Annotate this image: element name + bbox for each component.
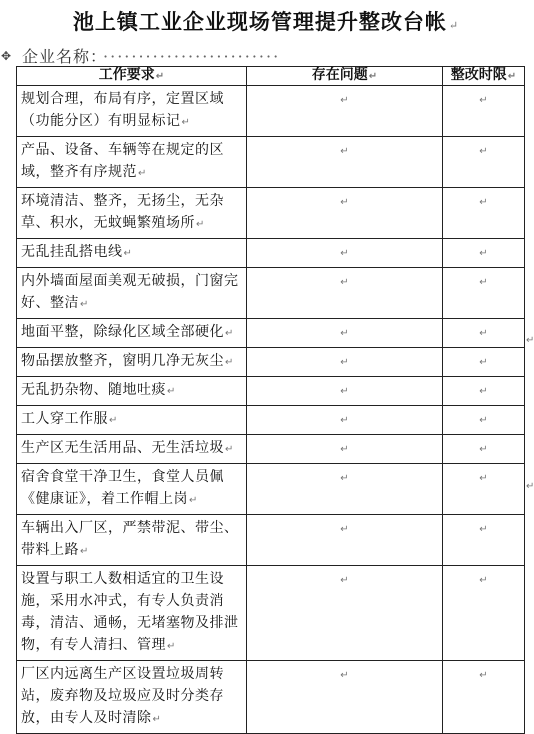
header-deadline[interactable] bbox=[443, 67, 525, 86]
requirement-cell[interactable] bbox=[17, 137, 247, 188]
cell-end-mark-icon: ↵ bbox=[340, 357, 349, 368]
issue-cell[interactable] bbox=[247, 137, 443, 188]
table-row bbox=[17, 137, 525, 188]
cell-end-mark-icon: ↵ bbox=[479, 197, 488, 208]
cell-end-mark-icon: ↵ bbox=[340, 277, 349, 288]
requirement-cell[interactable] bbox=[17, 239, 247, 268]
header-requirement[interactable] bbox=[17, 67, 247, 86]
requirement-cell[interactable] bbox=[17, 464, 247, 515]
cell-end-mark-icon: ↵ bbox=[479, 670, 488, 681]
cell-end-mark-icon: ↵ bbox=[340, 248, 349, 259]
table-row bbox=[17, 464, 525, 515]
requirement-text: 产品、设备、车辆等在规定的区域，整齐有序规范 bbox=[21, 142, 224, 180]
cell-end-mark-icon: ↵ bbox=[340, 95, 349, 106]
table-row bbox=[17, 406, 525, 435]
deadline-cell[interactable] bbox=[443, 377, 525, 406]
cell-end-mark-icon: ↵ bbox=[340, 415, 349, 426]
deadline-cell[interactable] bbox=[443, 435, 525, 464]
issue-cell[interactable] bbox=[247, 86, 443, 137]
table-row bbox=[17, 435, 525, 464]
cell-end-mark-icon: ↵ bbox=[340, 524, 349, 535]
requirement-cell[interactable] bbox=[17, 566, 247, 661]
deadline-cell[interactable] bbox=[443, 86, 525, 137]
requirement-cell[interactable] bbox=[17, 268, 247, 319]
cell-end-mark-icon: ↵ bbox=[225, 328, 234, 339]
cell-end-mark-icon: ↵ bbox=[368, 71, 378, 82]
row-end-mark-icon: ↵ bbox=[526, 481, 534, 492]
cell-end-mark-icon: ↵ bbox=[479, 524, 488, 535]
cell-end-mark-icon: ↵ bbox=[167, 641, 176, 652]
cell-end-mark-icon: ↵ bbox=[152, 714, 162, 725]
issue-cell[interactable] bbox=[247, 515, 443, 566]
requirement-text: 厂区内远离生产区设置垃圾周转站，废弃物及垃圾应及时分类存放，由专人及时清除 bbox=[21, 666, 224, 726]
deadline-cell[interactable] bbox=[443, 566, 525, 661]
cell-end-mark-icon: ↵ bbox=[123, 248, 133, 259]
cell-end-mark-icon: ↵ bbox=[196, 219, 205, 230]
deadline-cell[interactable] bbox=[443, 188, 525, 239]
cell-end-mark-icon: ↵ bbox=[340, 146, 349, 157]
table-row bbox=[17, 239, 525, 268]
cell-end-mark-icon: ↵ bbox=[479, 146, 488, 157]
cell-end-mark-icon: ↵ bbox=[225, 444, 234, 455]
issue-cell[interactable] bbox=[247, 268, 443, 319]
requirement-text: 工人穿工作服 bbox=[21, 411, 108, 427]
deadline-cell[interactable] bbox=[443, 319, 525, 348]
requirement-cell[interactable] bbox=[17, 515, 247, 566]
table-row bbox=[17, 319, 525, 348]
cell-end-mark-icon: ↵ bbox=[479, 575, 488, 586]
requirement-cell[interactable] bbox=[17, 319, 247, 348]
requirement-text: 地面平整，除绿化区域全部硬化 bbox=[21, 324, 224, 340]
header-issue-text: 存在问题 bbox=[311, 67, 368, 83]
company-name-label: 企业名称： bbox=[22, 47, 100, 66]
cell-end-mark-icon: ↵ bbox=[479, 277, 488, 288]
cell-end-mark-icon: ↵ bbox=[167, 386, 176, 397]
requirement-text: 规划合理，布局有序，定置区域（功能分区）有明显标记 bbox=[21, 91, 224, 129]
deadline-cell[interactable] bbox=[443, 661, 525, 734]
requirement-cell[interactable] bbox=[17, 86, 247, 137]
cell-end-mark-icon: ↵ bbox=[479, 357, 488, 368]
issue-cell[interactable] bbox=[247, 188, 443, 239]
cell-end-mark-icon: ↵ bbox=[340, 473, 349, 484]
requirement-text: 车辆出入厂区，严禁带泥、带尘、带料上路 bbox=[21, 520, 239, 558]
deadline-cell[interactable] bbox=[443, 268, 525, 319]
requirement-cell[interactable] bbox=[17, 435, 247, 464]
table-body bbox=[17, 86, 525, 734]
requirement-cell[interactable] bbox=[17, 661, 247, 734]
requirement-text: 环境清洁、整齐，无扬尘，无杂草、积水，无蚊蝇繁殖场所 bbox=[21, 193, 224, 231]
deadline-cell[interactable] bbox=[443, 406, 525, 435]
requirement-text: 生产区无生活用品、无生活垃圾 bbox=[21, 440, 224, 456]
header-requirement-text: 工作要求 bbox=[98, 67, 155, 83]
header-deadline-text: 整改时限 bbox=[450, 67, 507, 83]
cell-end-mark-icon: ↵ bbox=[340, 575, 349, 586]
issue-cell[interactable] bbox=[247, 566, 443, 661]
requirement-text: 无乱扔杂物、随地吐痰 bbox=[21, 382, 166, 398]
requirement-text: 宿舍食堂干净卫生，食堂人员佩《健康证》，着工作帽上岗 bbox=[21, 469, 224, 507]
company-name-field[interactable]: ························· bbox=[103, 47, 281, 66]
cell-end-mark-icon: ↵ bbox=[479, 248, 488, 259]
cell-end-mark-icon: ↵ bbox=[479, 328, 488, 339]
cell-end-mark-icon: ↵ bbox=[340, 444, 349, 455]
document-title bbox=[0, 6, 532, 36]
document-title-text: 池上镇工业企业现场管理提升整改台帐 bbox=[72, 9, 447, 34]
table-row bbox=[17, 661, 525, 734]
cell-end-mark-icon: ↵ bbox=[138, 168, 147, 179]
issue-cell[interactable] bbox=[247, 435, 443, 464]
cell-end-mark-icon: ↵ bbox=[507, 71, 517, 82]
row-end-mark-icon: ↵ bbox=[526, 335, 534, 346]
cell-end-mark-icon: ↵ bbox=[479, 386, 488, 397]
issue-cell[interactable] bbox=[247, 661, 443, 734]
requirement-cell[interactable] bbox=[17, 377, 247, 406]
cell-end-mark-icon: ↵ bbox=[479, 415, 488, 426]
deadline-cell[interactable] bbox=[443, 464, 525, 515]
requirement-cell[interactable] bbox=[17, 188, 247, 239]
table-row bbox=[17, 566, 525, 661]
cell-end-mark-icon: ↵ bbox=[109, 415, 118, 426]
company-name-line[interactable] bbox=[22, 44, 280, 67]
requirement-text: 内外墙面屋面美观无破损，门窗完好、整洁 bbox=[21, 273, 239, 311]
cell-end-mark-icon: ↵ bbox=[181, 117, 191, 128]
deadline-cell[interactable] bbox=[443, 515, 525, 566]
table-row bbox=[17, 268, 525, 319]
issue-cell[interactable] bbox=[247, 348, 443, 377]
requirement-cell[interactable] bbox=[17, 348, 247, 377]
cell-end-mark-icon: ↵ bbox=[340, 386, 349, 397]
requirement-cell[interactable] bbox=[17, 406, 247, 435]
table-row bbox=[17, 188, 525, 239]
requirement-text: 无乱挂乱搭电线 bbox=[21, 244, 123, 260]
issue-cell[interactable] bbox=[247, 377, 443, 406]
table-row bbox=[17, 86, 525, 137]
cell-end-mark-icon: ↵ bbox=[80, 546, 89, 557]
paragraph-mark-icon: ↵ bbox=[448, 19, 460, 32]
table-row bbox=[17, 377, 525, 406]
cell-end-mark-icon: ↵ bbox=[479, 444, 488, 455]
rectification-table bbox=[16, 66, 525, 734]
deadline-cell[interactable] bbox=[443, 239, 525, 268]
issue-cell[interactable] bbox=[247, 464, 443, 515]
deadline-cell[interactable] bbox=[443, 348, 525, 377]
table-header-row bbox=[17, 67, 525, 86]
requirement-text: 物品摆放整齐，窗明几净无灰尘 bbox=[21, 353, 224, 369]
table-row bbox=[17, 348, 525, 377]
issue-cell[interactable] bbox=[247, 406, 443, 435]
cell-end-mark-icon: ↵ bbox=[340, 670, 349, 681]
cell-end-mark-icon: ↵ bbox=[189, 495, 198, 506]
requirement-text: 设置与职工人数相适宜的卫生设施，采用水冲式，有专人负责消毒，清洁、通畅，无堵塞物及排泄物，有专人清扫、管理 bbox=[21, 571, 239, 653]
table-move-handle-icon[interactable]: ✥ bbox=[1, 49, 12, 63]
issue-cell[interactable] bbox=[247, 319, 443, 348]
cell-end-mark-icon: ↵ bbox=[479, 95, 488, 106]
table-row bbox=[17, 515, 525, 566]
cell-end-mark-icon: ↵ bbox=[340, 197, 349, 208]
cell-end-mark-icon: ↵ bbox=[340, 328, 349, 339]
issue-cell[interactable] bbox=[247, 239, 443, 268]
cell-end-mark-icon: ↵ bbox=[155, 71, 165, 82]
cell-end-mark-icon: ↵ bbox=[225, 357, 234, 368]
header-issue[interactable] bbox=[247, 67, 443, 86]
cell-end-mark-icon: ↵ bbox=[80, 299, 89, 310]
deadline-cell[interactable] bbox=[443, 137, 525, 188]
cell-end-mark-icon: ↵ bbox=[479, 473, 488, 484]
